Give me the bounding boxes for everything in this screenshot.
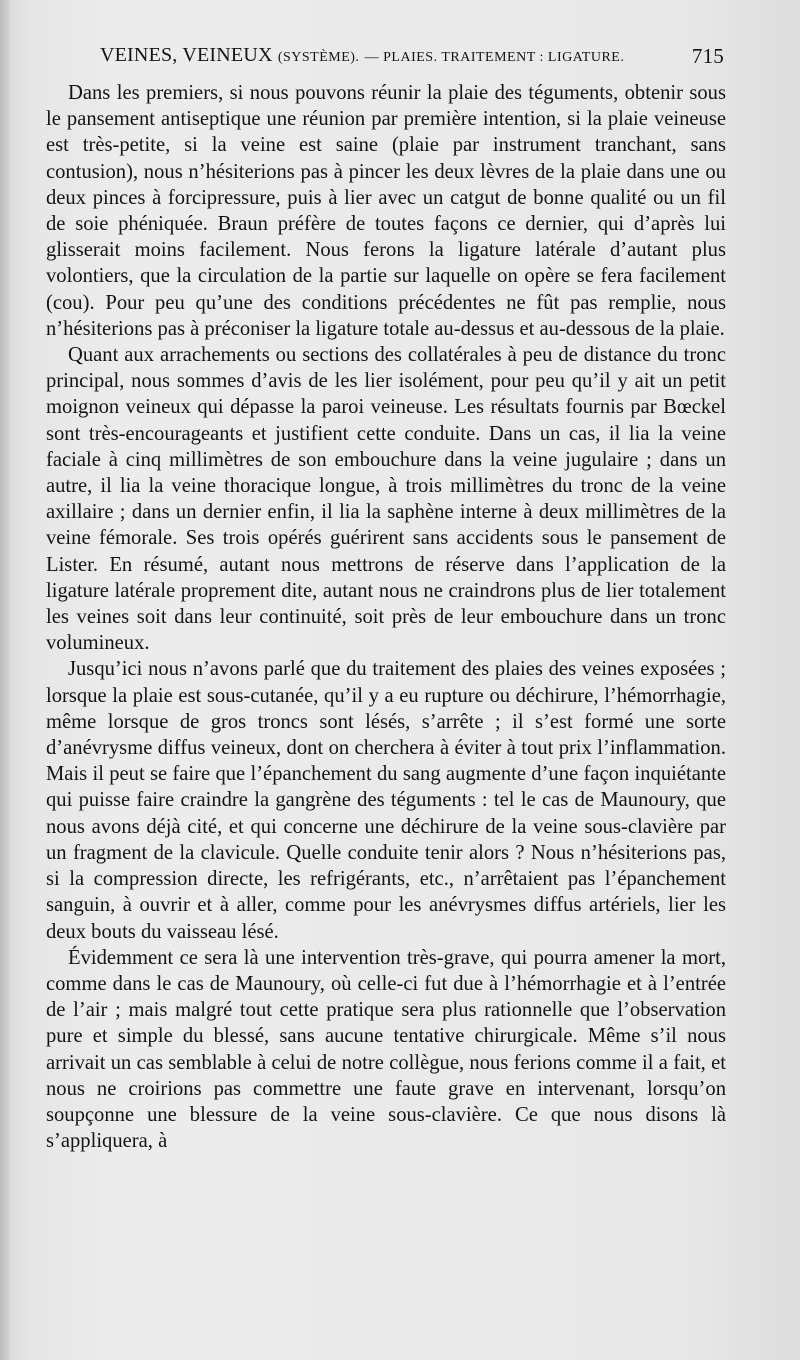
page-edge-shadow (0, 0, 10, 1360)
running-head-title (100, 44, 624, 67)
paragraph: Dans les premiers, si nous pouvons réunir la plaie des téguments, obtenir sous le pansement antiseptique une réunion par première intention, si la plaie veineuse est très-petite, si la veine est saine (plaie par instrument tranchant, sans contusion), nous n’hésiterions pas à pincer les deux lèvres de la plaie dans une ou deux pinces à forcipressure, puis à lier avec un catgut de bonne qualité ou un fil de soie phéniquée. Braun préfère de toutes façons ce dernier, qui d’après lui glisserait moins facilement. Nous ferons la ligature latérale d’autant plus volontiers, que la circulation de la partie sur laquelle on opère se fera facilement (cou). Pour peu qu’une des conditions précédentes ne fût pas remplie, nous n’hésiterions pas à préconiser la ligature totale au-dessus et au-dessous de la plaie. (46, 82, 726, 340)
running-head-title-rest: — PLAIES. TRAITEMENT : LIGATURE. (364, 50, 625, 65)
running-head (100, 44, 724, 74)
running-head-title-main: VEINES, VEINEUX (100, 44, 273, 66)
page-number: 715 (691, 44, 724, 68)
running-head-title-paren: (SYSTÈME). (277, 50, 360, 65)
paragraph: Quant aux arrachements ou sections des collatérales à peu de distance du tronc principal, nous sommes d’avis de les lier isolément, pour peu qu’il y ait un petit moignon veineux qui dépasse la paroi veineuse. Les résultats fournis par Bœckel sont très-encourageants et justifient cette conduite. Dans un cas, il lia la veine faciale à cinq millimètres de son embouchure dans la veine jugulaire ; dans un autre, il lia la veine thoracique longue, à trois millimètres du tronc de la veine axillaire ; dans un dernier enfin, il lia la saphène interne à deux millimètres de la veine fémorale. Ses trois opérés guérirent sans accidents sous le pansement de Lister. En résumé, autant nous mettrons de réserve dans l’application de la ligature latérale proprement dite, autant nous ne craindrons plus de lier totalement les veines soit dans leur continuité, soit près de leur embouchure dans un tronc volumineux. (46, 344, 726, 655)
paragraph: Évidemment ce sera là une intervention très-grave, qui pourra amener la mort, comme dans le cas de Maunoury, où celle-ci fut due à l’hémorrhagie et à l’entrée de l’air ; mais malgré tout cette pratique sera plus rationnelle que l’observation pure et simple du blessé, sans aucune tentative chirurgicale. Même s’il nous arrivait un cas semblable à celui de notre collègue, nous ferions comme il a fait, et nous ne croirions pas commettre une faute grave en intervenant, lorsqu’on soupçonne une blessure de la veine sous-clavière. Ce que nous disons là s’appliquera, à (46, 946, 726, 1153)
paragraph: Jusqu’ici nous n’avons parlé que du traitement des plaies des veines exposées ; lorsque la plaie est sous-cutanée, qu’il y a eu rupture ou déchirure, l’hémorrhagie, même lorsque de gros troncs sont lésés, s’arrête ; il s’est formé une sorte d’anévrysme diffus veineux, dont on cherchera à éviter à tout prix l’inflammation. Mais il peut se faire que l’épanchement du sang augmente d’une façon inquiétante qui puisse faire craindre la gangrène des téguments : tel le cas de Maunoury, que nous avons déjà cité, et qui concerne une déchirure de la veine sous-clavière par un fragment de la clavicule. Quelle conduite tenir alors ? Nous n’hésiterions pas, si la compression directe, les refrigérants, etc., n’arrêtaient pas l’épanchement sanguin, à ouvrir et à aller, comme pour les anévrysmes diffus artériels, lier les deux bouts du vaisseau lésé. (46, 658, 726, 943)
body-text (46, 80, 726, 1154)
